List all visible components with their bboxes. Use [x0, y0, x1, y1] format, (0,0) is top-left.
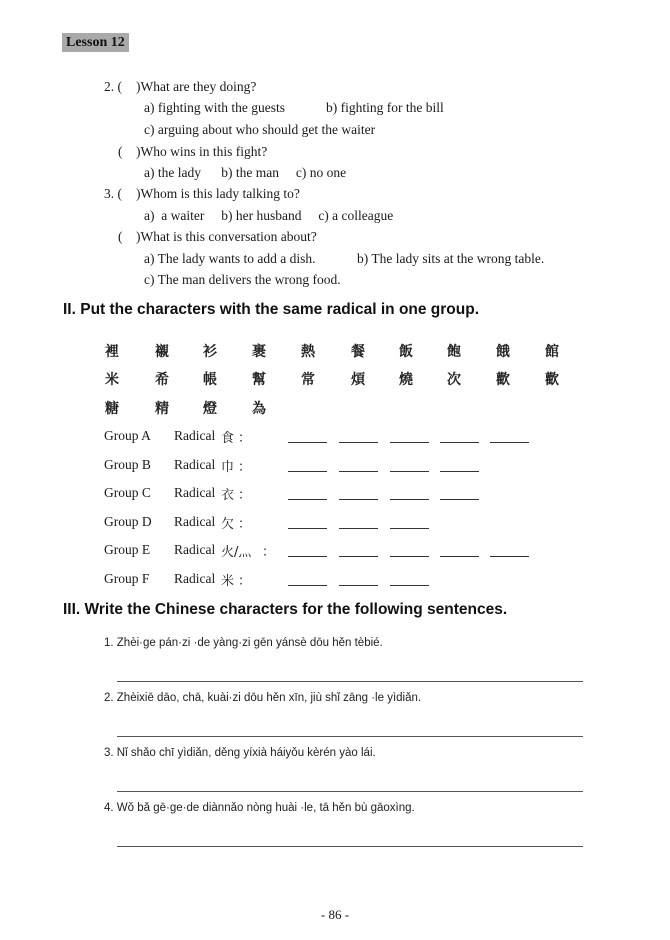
group-e-radical-prefix: Radical — [174, 542, 216, 557]
question-2b-text: )Who wins in this fight? — [136, 144, 268, 159]
group-d-radical: 欠 — [221, 517, 235, 532]
answer-blank[interactable] — [288, 471, 327, 472]
group-f-radical-prefix: Radical — [174, 571, 216, 586]
group-f-label: Group F — [104, 571, 150, 586]
question-3-number: 3. ( — [104, 186, 122, 201]
answer-line[interactable] — [117, 846, 583, 847]
answer-line[interactable] — [117, 736, 583, 737]
question-3b-option-b: b) The lady sits at the wrong table. — [357, 251, 545, 266]
answer-blank[interactable] — [339, 528, 378, 529]
answer-blank[interactable] — [339, 499, 378, 500]
group-b-radical-prefix: Radical — [174, 457, 216, 472]
question-2-number: 2. ( — [104, 79, 122, 94]
group-f-radical: 米 — [221, 574, 235, 589]
group-e-colon: ： — [262, 545, 276, 560]
character-cell: 飽 — [447, 344, 461, 360]
character-cell: 館 — [545, 344, 559, 360]
answer-blank[interactable] — [490, 442, 529, 443]
group-d-label: Group D — [104, 514, 152, 529]
answer-blank[interactable] — [288, 442, 327, 443]
answer-blank[interactable] — [339, 471, 378, 472]
answer-blank[interactable] — [390, 442, 429, 443]
answer-blank[interactable] — [288, 556, 327, 557]
sentence-4: 4. Wǒ bǎ gē·ge·de diànnǎo nòng huài ·le, tā hěn bù gāoxìng. — [104, 802, 415, 814]
character-cell: 燒 — [399, 372, 413, 388]
question-3b-option-a: a) The lady wants to add a dish. — [144, 251, 316, 266]
answer-blank[interactable] — [390, 471, 429, 472]
section-iii-title: III. Write the Chinese characters for the following sentences. — [63, 601, 508, 618]
answer-line[interactable] — [117, 681, 583, 682]
character-cell: 幫 — [252, 372, 266, 388]
question-2a-option-a: a) fighting with the guests — [144, 100, 285, 115]
group-c-radical-prefix: Radical — [174, 485, 216, 500]
character-cell: 裹 — [252, 344, 266, 360]
answer-blank[interactable] — [490, 556, 529, 557]
character-cell: 希 — [155, 372, 169, 388]
character-cell: 歡 — [545, 372, 559, 388]
character-cell: 燈 — [203, 401, 217, 417]
character-cell: 次 — [447, 372, 461, 388]
answer-blank[interactable] — [339, 585, 378, 586]
character-cell: 米 — [105, 372, 119, 388]
answer-blank[interactable] — [390, 528, 429, 529]
group-e-label: Group E — [104, 542, 151, 557]
question-2a-option-c: c) arguing about who should get the waiter — [144, 122, 376, 137]
group-c-radical: 衣 — [221, 488, 235, 503]
group-f-colon: ： — [238, 574, 252, 589]
question-2a-option-b: b) fighting for the bill — [326, 100, 444, 115]
section-ii-title: II. Put the characters with the same radical in one group. — [63, 301, 480, 318]
character-cell: 餓 — [496, 344, 510, 360]
group-a-radical: 食 — [221, 431, 235, 446]
character-cell: 飯 — [399, 344, 413, 360]
character-cell: 煩 — [351, 372, 365, 388]
group-a-label: Group A — [104, 428, 151, 443]
group-d-radical-prefix: Radical — [174, 514, 216, 529]
answer-line[interactable] — [117, 791, 583, 792]
answer-blank[interactable] — [339, 556, 378, 557]
group-b-colon: ： — [238, 460, 252, 475]
question-2b-options: a) the lady b) the man c) no one — [144, 165, 347, 180]
group-c-label: Group C — [104, 485, 151, 500]
group-b-radical: 巾 — [221, 460, 235, 475]
answer-blank[interactable] — [440, 556, 479, 557]
character-cell: 餐 — [351, 344, 365, 360]
answer-blank[interactable] — [288, 499, 327, 500]
character-cell: 襯 — [155, 344, 169, 360]
group-c-colon: ： — [238, 488, 252, 503]
group-a-radical-prefix: Radical — [174, 428, 216, 443]
question-3a-text: )Whom is this lady talking to? — [136, 186, 300, 201]
answer-blank[interactable] — [440, 499, 479, 500]
answer-blank[interactable] — [390, 585, 429, 586]
lesson-label: Lesson 12 — [62, 33, 129, 52]
character-cell: 糖 — [105, 401, 119, 417]
character-cell: 精 — [155, 401, 169, 417]
sentence-3: 3. Nǐ shǎo chī yìdiǎn, děng yíxià háiyǒu kèrén yào lái. — [104, 747, 376, 759]
character-cell: 衫 — [203, 344, 217, 360]
answer-blank[interactable] — [440, 471, 479, 472]
character-cell: 帳 — [203, 372, 217, 388]
answer-blank[interactable] — [390, 556, 429, 557]
question-3b-option-c: c) The man delivers the wrong food. — [144, 272, 341, 287]
answer-blank[interactable] — [288, 528, 327, 529]
answer-blank[interactable] — [339, 442, 378, 443]
question-3b-text: )What is this conversation about? — [136, 229, 317, 244]
character-cell: 歡 — [496, 372, 510, 388]
group-b-label: Group B — [104, 457, 151, 472]
group-d-colon: ： — [238, 517, 252, 532]
question-2a-text: )What are they doing? — [136, 79, 257, 94]
character-cell: 熱 — [301, 344, 315, 360]
question-3a-options: a) a waiter b) her husband c) a colleague — [144, 208, 394, 223]
group-e-radical: 火/灬 — [221, 545, 252, 560]
page-number: - 86 - — [320, 907, 350, 922]
character-cell: 裡 — [105, 344, 119, 360]
sentence-1: 1. Zhèi·ge pán·zi ·de yàng·zi gēn yánsè dōu hěn tèbié. — [104, 637, 383, 649]
character-cell: 常 — [301, 372, 315, 388]
question-3b-paren: ( — [118, 229, 123, 244]
answer-blank[interactable] — [390, 499, 429, 500]
character-cell: 為 — [252, 401, 266, 417]
group-a-colon: ： — [238, 431, 252, 446]
answer-blank[interactable] — [440, 442, 479, 443]
answer-blank[interactable] — [288, 585, 327, 586]
question-2b-paren: ( — [118, 144, 123, 159]
sentence-2: 2. Zhèixiē dāo, chā, kuài·zi dōu hěn xīn, jiù shǐ zāng ·le yìdiǎn. — [104, 692, 422, 704]
